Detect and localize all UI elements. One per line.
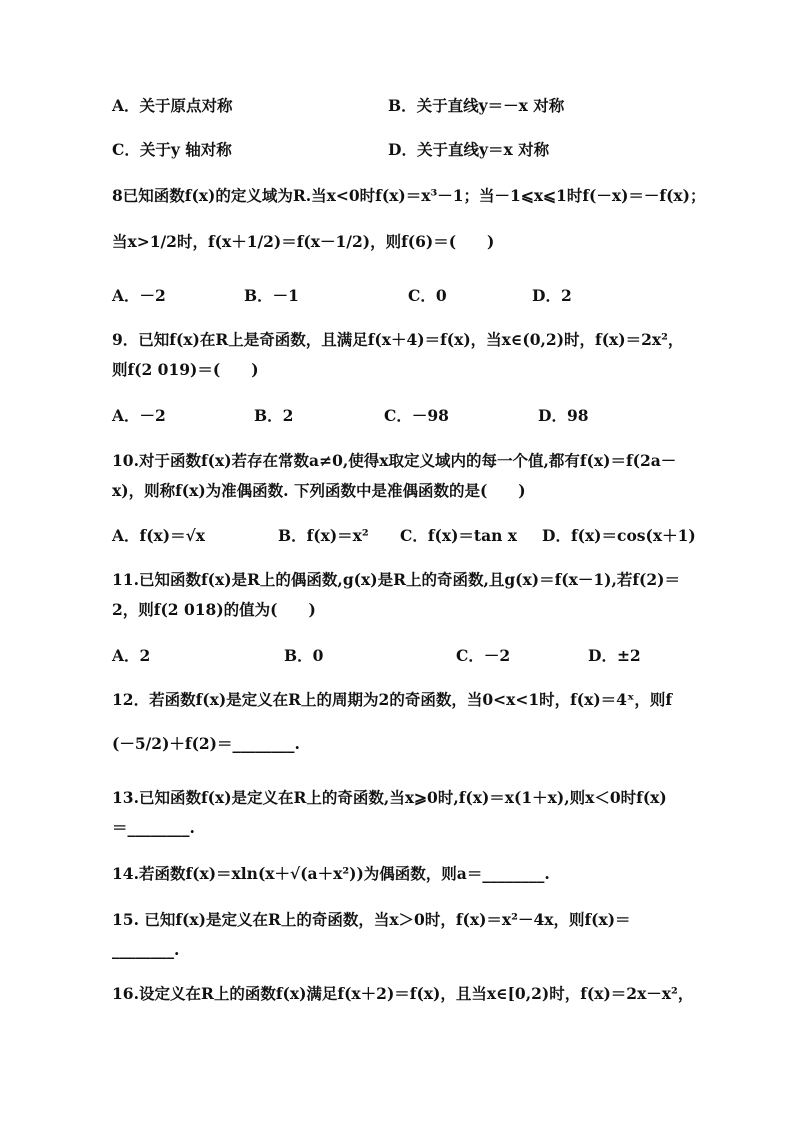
q9-line-2: 则f(2 019)＝( ) (112, 360, 259, 379)
q8-option-a: A．－2 (112, 286, 166, 305)
q11-option-a: A．2 (112, 646, 151, 665)
q7-option-d: D．关于直线y＝x 对称 (388, 140, 550, 159)
q10-line-2: x)，则称f(x)为准偶函数. 下列函数中是准偶函数的是( ) (112, 481, 526, 500)
q9-option-d: D．98 (538, 406, 589, 425)
q7-option-b: B．关于直线y＝－x 对称 (388, 96, 565, 115)
q10-option-d: D．f(x)＝cos(x＋1) (542, 526, 696, 545)
q16-line-1: 16.设定义在R上的函数f(x)满足f(x＋2)＝f(x)，且当x∈[0,2)时，f(x)＝2x－x²， (112, 984, 694, 1003)
q9-option-b: B．2 (254, 406, 294, 425)
q9-option-c: C．－98 (384, 406, 449, 425)
q10-line-1: 10.对于函数f(x)若存在常数a≠0,使得x取定义域内的每一个值,都有f(x)＝f(2a－ (112, 451, 677, 470)
q10-option-c: C．f(x)＝tan x (400, 526, 518, 545)
q8-option-c: C．0 (408, 286, 447, 305)
q8-option-d: D．2 (532, 286, 572, 305)
q13-line-1: 13.已知函数f(x)是定义在R上的奇函数,当x⩾0时,f(x)＝x(1＋x),则x＜0时f(x) (112, 788, 667, 807)
q14-line-1: 14.若函数f(x)＝xln(x＋√(a＋x²))为偶函数，则a＝________. (112, 864, 550, 883)
q7-option-c: C．关于y 轴对称 (112, 140, 232, 159)
q8-option-b: B．－1 (244, 286, 299, 305)
q11-option-d: D．±2 (588, 646, 641, 665)
q7-option-a: A．关于原点对称 (112, 96, 233, 115)
q10-option-b: B．f(x)＝x² (278, 526, 369, 545)
q9-option-a: A．－2 (112, 406, 166, 425)
q15-line-1: 15. 已知f(x)是定义在R上的奇函数，当x＞0时，f(x)＝x²－4x，则f(x)＝ (112, 910, 631, 929)
q13-line-2: ＝________. (112, 818, 195, 837)
q8-line-1: 8已知函数f(x)的定义域为R.当x<0时f(x)＝x³－1；当－1⩽x⩽1时f(－x)＝－f(x)； (112, 186, 706, 205)
q8-line-2: 当x>1/2时，f(x＋1/2)＝f(x－1/2)，则f(6)＝( ) (112, 232, 495, 251)
q15-line-2: ________. (112, 940, 180, 959)
q9-line-1: 9．已知f(x)在R上是奇函数，且满足f(x＋4)＝f(x)，当x∈(0,2)时，f(x)＝2x²， (112, 330, 684, 349)
q11-line-1: 11.已知函数f(x)是R上的偶函数,g(x)是R上的奇函数,且g(x)＝f(x－1),若f(2)＝ (112, 570, 680, 589)
q11-option-b: B．0 (284, 646, 324, 665)
q11-option-c: C．－2 (456, 646, 511, 665)
q11-line-2: 2，则f(2 018)的值为( ) (112, 600, 316, 619)
q12-line-1: 12．若函数f(x)是定义在R上的周期为2的奇函数，当0<x<1时，f(x)＝4ˣ，则f (112, 690, 672, 709)
q12-line-2: (－5/2)＋f(2)＝________. (112, 734, 300, 753)
q10-option-a: A．f(x)＝√x (112, 526, 206, 545)
